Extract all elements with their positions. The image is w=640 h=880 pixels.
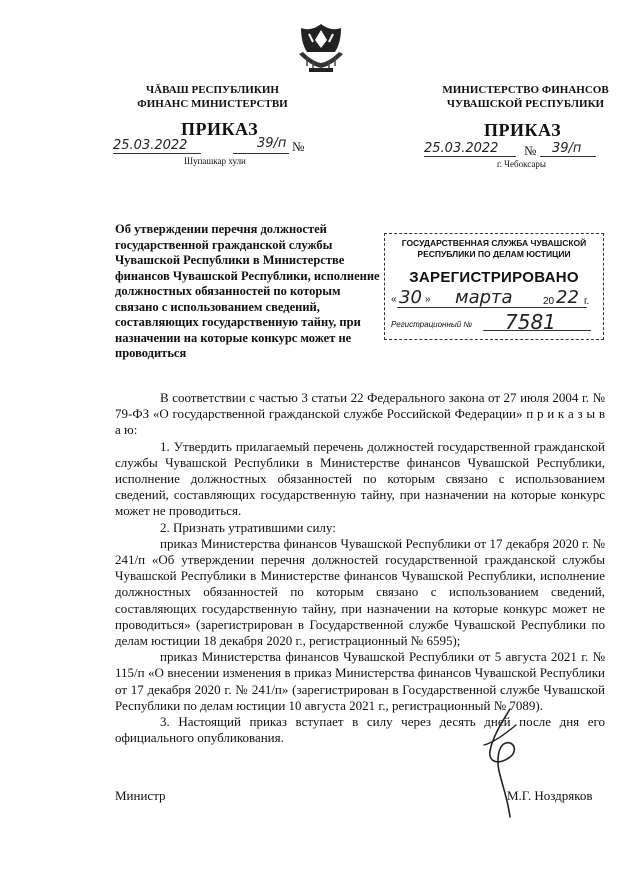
stamp-line2: РЕСПУБЛИКИ ПО ДЕЛАМ ЮСТИЦИИ	[417, 249, 571, 259]
stamp-year-suffix: г.	[584, 296, 590, 307]
body-paragraph-4: приказ Министерства финансов Чувашской Республики от 17 декабря 2020 г. № 241/п «Об утверждении перечня должностей государственной гражданской службы Чувашской Республики в Министерстве финансов Чувашской Республики, исполнение должностных обязанностей по которым связано с использованием сведений, составляющих государственную тайну, при назначении на которые конкурс может не проводиться» (зарегистрирован в Государственной службе Чувашской Республики по делам юстиции 18 декабря 2020 г., регистрационный № 6595);	[115, 535, 605, 649]
body-paragraph-6: 3. Настоящий приказ вступает в силу через десять дней после дня его официального опубликования.	[115, 714, 605, 746]
registration-stamp	[384, 233, 604, 340]
document-title: Об утверждении перечня должностей государственной гражданской службы Чувашской Республики в Министерстве финансов Чувашской Республики, исполнение должностных обязанностей по которым связано с использованием сведений, составляющих государственную тайну, при назначении на которые конкурс может не проводиться	[115, 222, 380, 360]
right-order-date: 25.03.2022	[424, 141, 499, 156]
stamp-quote-close: »	[425, 294, 431, 305]
right-number-sign: №	[524, 143, 537, 158]
left-order-number: 39/п	[257, 136, 287, 151]
signature-position: Министр	[115, 788, 166, 803]
signature-name: М.Г. Ноздряков	[507, 788, 593, 803]
right-header-line1: МИНИСТЕРСТВО ФИНАНСОВ	[442, 84, 609, 96]
stamp-reg-number: 7581	[505, 310, 556, 334]
body-paragraph-1: В соответствии с частью 3 статьи 22 Федерального закона от 27 июля 2004 г. № 79-ФЗ «О государственной гражданской службе Российской Федерации» п р и к а з ы в а ю:	[115, 390, 605, 438]
stamp-day: 30	[399, 287, 422, 308]
stamp-quote-open: «	[391, 294, 397, 305]
stamp-registered: ЗАРЕГИСТРИРОВАНО	[409, 269, 579, 286]
body-paragraph-2: 1. Утвердить прилагаемый перечень должностей государственной гражданской службы Чувашской Республики в Министерстве финансов Чувашской Республики, исполнение должностных обязанностей по которым связано с использованием сведений, составляющих государственную тайну, при назначении на которые конкурс может не проводиться.	[115, 438, 605, 519]
body-paragraph-5: приказ Министерства финансов Чувашской Республики от 5 августа 2021 г. № 115/п «О внесении изменения в приказ Министерства финансов Чувашской Республики от 17 декабря 2020 г. № 241/п» (зарегистрирован в Государственной службе Чувашской Республики по делам юстиции 10 августа 2021 г., регистрационный № 7089).	[115, 649, 605, 713]
stamp-reg-label: Регистрационный №	[391, 320, 473, 329]
left-header	[130, 83, 295, 111]
right-number-underline	[540, 156, 596, 157]
left-order-title: ПРИКАЗ	[181, 119, 259, 139]
stamp-year-prefix: 20	[543, 296, 555, 307]
right-city: г. Чебоксары	[497, 159, 546, 169]
left-order-date: 25.03.2022	[113, 138, 188, 153]
right-header	[433, 83, 618, 111]
coat-of-arms-emblem	[293, 22, 349, 74]
left-header-line2: ФИНАНС МИНИСТЕРСТВИ	[137, 98, 288, 110]
right-order-title: ПРИКАЗ	[484, 120, 562, 140]
left-number-sign: №	[292, 139, 305, 154]
left-date-underline	[113, 153, 201, 154]
stamp-year: 22	[556, 287, 579, 308]
right-date-underline	[424, 156, 516, 157]
stamp-line1: ГОСУДАРСТВЕННАЯ СЛУЖБА ЧУВАШСКОЙ	[401, 238, 587, 248]
right-order-number: 39/п	[552, 141, 582, 156]
left-number-underline	[233, 153, 289, 154]
stamp-month: марта	[455, 287, 513, 308]
body-paragraph-3: 2. Признать утратившими силу:	[160, 519, 336, 535]
right-header-line2: ЧУВАШСКОЙ РЕСПУБЛИКИ	[446, 98, 605, 110]
left-city: Шупашкар хули	[184, 156, 246, 166]
left-header-line1: ЧĂВАШ РЕСПУБЛИКИН	[146, 84, 279, 96]
document-body	[115, 390, 605, 746]
